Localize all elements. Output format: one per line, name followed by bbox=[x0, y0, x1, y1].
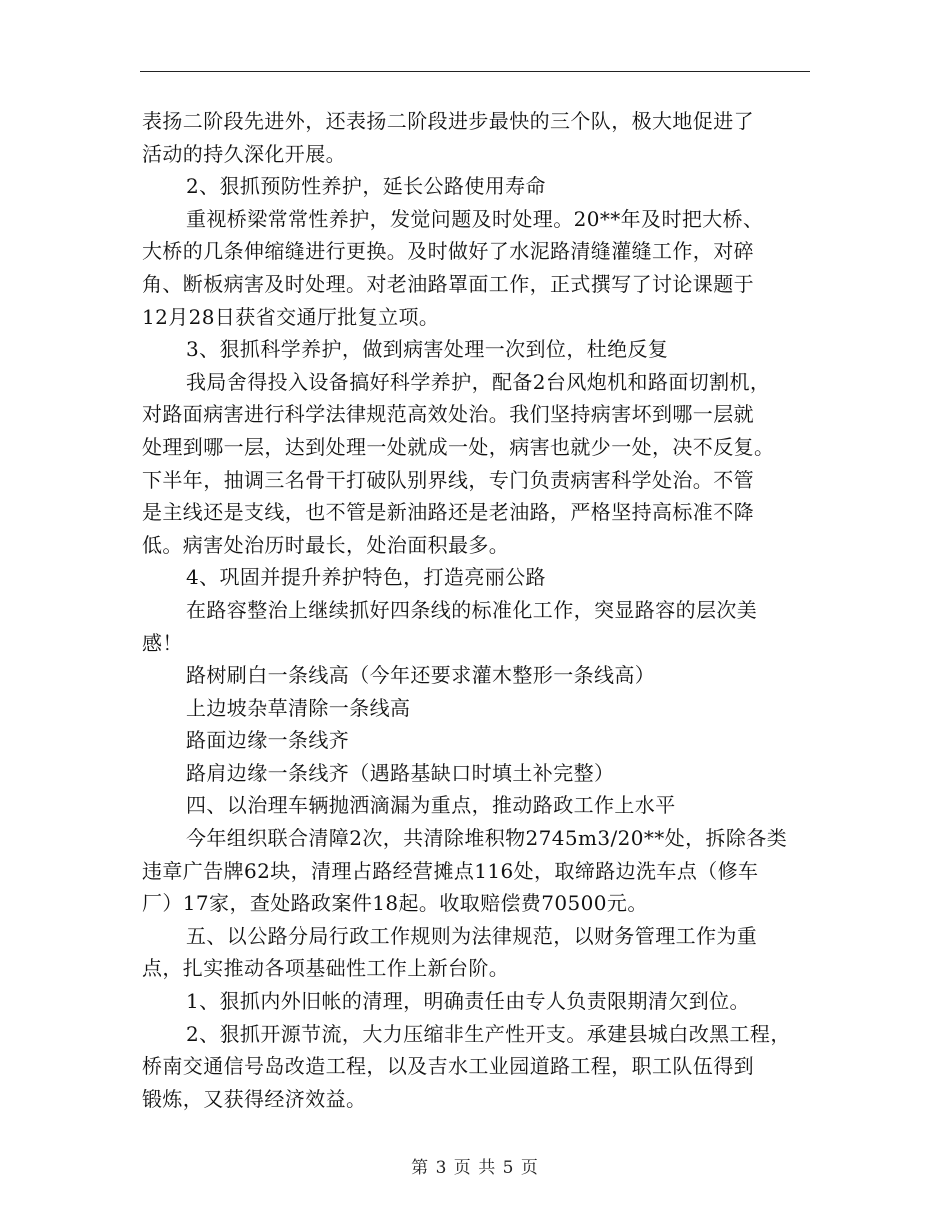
text-line: 下半年，抽调三名骨干打破队别界线，专门负责病害科学处治。不管 bbox=[142, 467, 754, 492]
text-line: 2、狠抓开源节流，大力压缩非生产性开支。承建县城白改黑工程， bbox=[186, 1021, 791, 1046]
text-line: 活动的持久深化开展。 bbox=[142, 141, 346, 166]
text-line: 感！ bbox=[142, 630, 183, 655]
text-line: 我局舍得投入设备搞好科学养护，配备2台风炮机和路面切割机， bbox=[186, 369, 771, 394]
text-line: 低。病害处治历时最长，处治面积最多。 bbox=[142, 532, 510, 557]
text-line: 1、狠抓内外旧帐的清理，明确责任由专人负责限期清欠到位。 bbox=[186, 989, 750, 1014]
text-line: 重视桥梁常常性养护，发觉问题及时处理。20**年及时把大桥、 bbox=[186, 206, 764, 231]
document-body bbox=[142, 105, 822, 1115]
text-line: 12月28日获省交通厅批复立项。 bbox=[142, 304, 440, 329]
text-line: 大桥的几条伸缩缝进行更换。及时做好了水泥路清缝灌缝工作，对碎 bbox=[142, 239, 754, 264]
page-number: 第 3 页 共 5 页 bbox=[411, 1158, 539, 1178]
text-line: 4、巩固并提升养护特色，打造亮丽公路 bbox=[186, 565, 546, 590]
text-line: 路面边缘一条线齐 bbox=[186, 728, 350, 753]
text-line: 表扬二阶段先进外，还表扬二阶段进步最快的三个队，极大地促进了 bbox=[142, 109, 754, 133]
text-line: 厂）17家，查处路政案件18起。收取赔偿费70500元。 bbox=[142, 891, 648, 916]
text-line: 桥南交通信号岛改造工程，以及吉水工业园道路工程，职工队伍得到 bbox=[142, 1054, 754, 1079]
text-line: 上边坡杂草清除一条线高 bbox=[186, 695, 411, 720]
text-line: 角、断板病害及时处理。对老油路罩面工作，正式撰写了讨论课题于 bbox=[142, 271, 754, 296]
text-line: 在路容整治上继续抓好四条线的标准化工作，突显路容的层次美 bbox=[186, 597, 758, 622]
text-line: 点，扎实推动各项基础性工作上新台阶。 bbox=[142, 956, 510, 981]
text-line: 五、以公路分局行政工作规则为法律规范，以财务管理工作为重 bbox=[186, 923, 758, 948]
text-line: 锻炼，又获得经济效益。 bbox=[142, 1086, 367, 1111]
text-line: 违章广告牌62块，清理占路经营摊点116处，取缔路边洗车点（修车 bbox=[142, 858, 759, 883]
text-line: 路肩边缘一条线齐（遇路基缺口时填土补完整） bbox=[186, 760, 615, 785]
text-line: 路树刷白一条线高（今年还要求灌木整形一条线高） bbox=[186, 663, 656, 688]
text-line: 2、狠抓预防性养护，延长公路使用寿命 bbox=[186, 174, 546, 199]
text-line: 今年组织联合清障2次，共清除堆积物2745m3/20**处，拆除各类 bbox=[186, 826, 788, 851]
text-line: 四、以治理车辆抛洒滴漏为重点，推动路政工作上水平 bbox=[186, 793, 676, 818]
text-line: 对路面病害进行科学法律规范高效处治。我们坚持病害坏到哪一层就 bbox=[142, 402, 754, 427]
text-line: 处理到哪一层，达到处理一处就成一处，病害也就少一处，决不反复。 bbox=[142, 434, 775, 459]
header-rule bbox=[140, 71, 810, 72]
text-line: 3、狠抓科学养护，做到病害处理一次到位，杜绝反复 bbox=[186, 337, 669, 362]
text-line: 是主线还是支线，也不管是新油路还是老油路，严格坚持高标准不降 bbox=[142, 500, 754, 525]
